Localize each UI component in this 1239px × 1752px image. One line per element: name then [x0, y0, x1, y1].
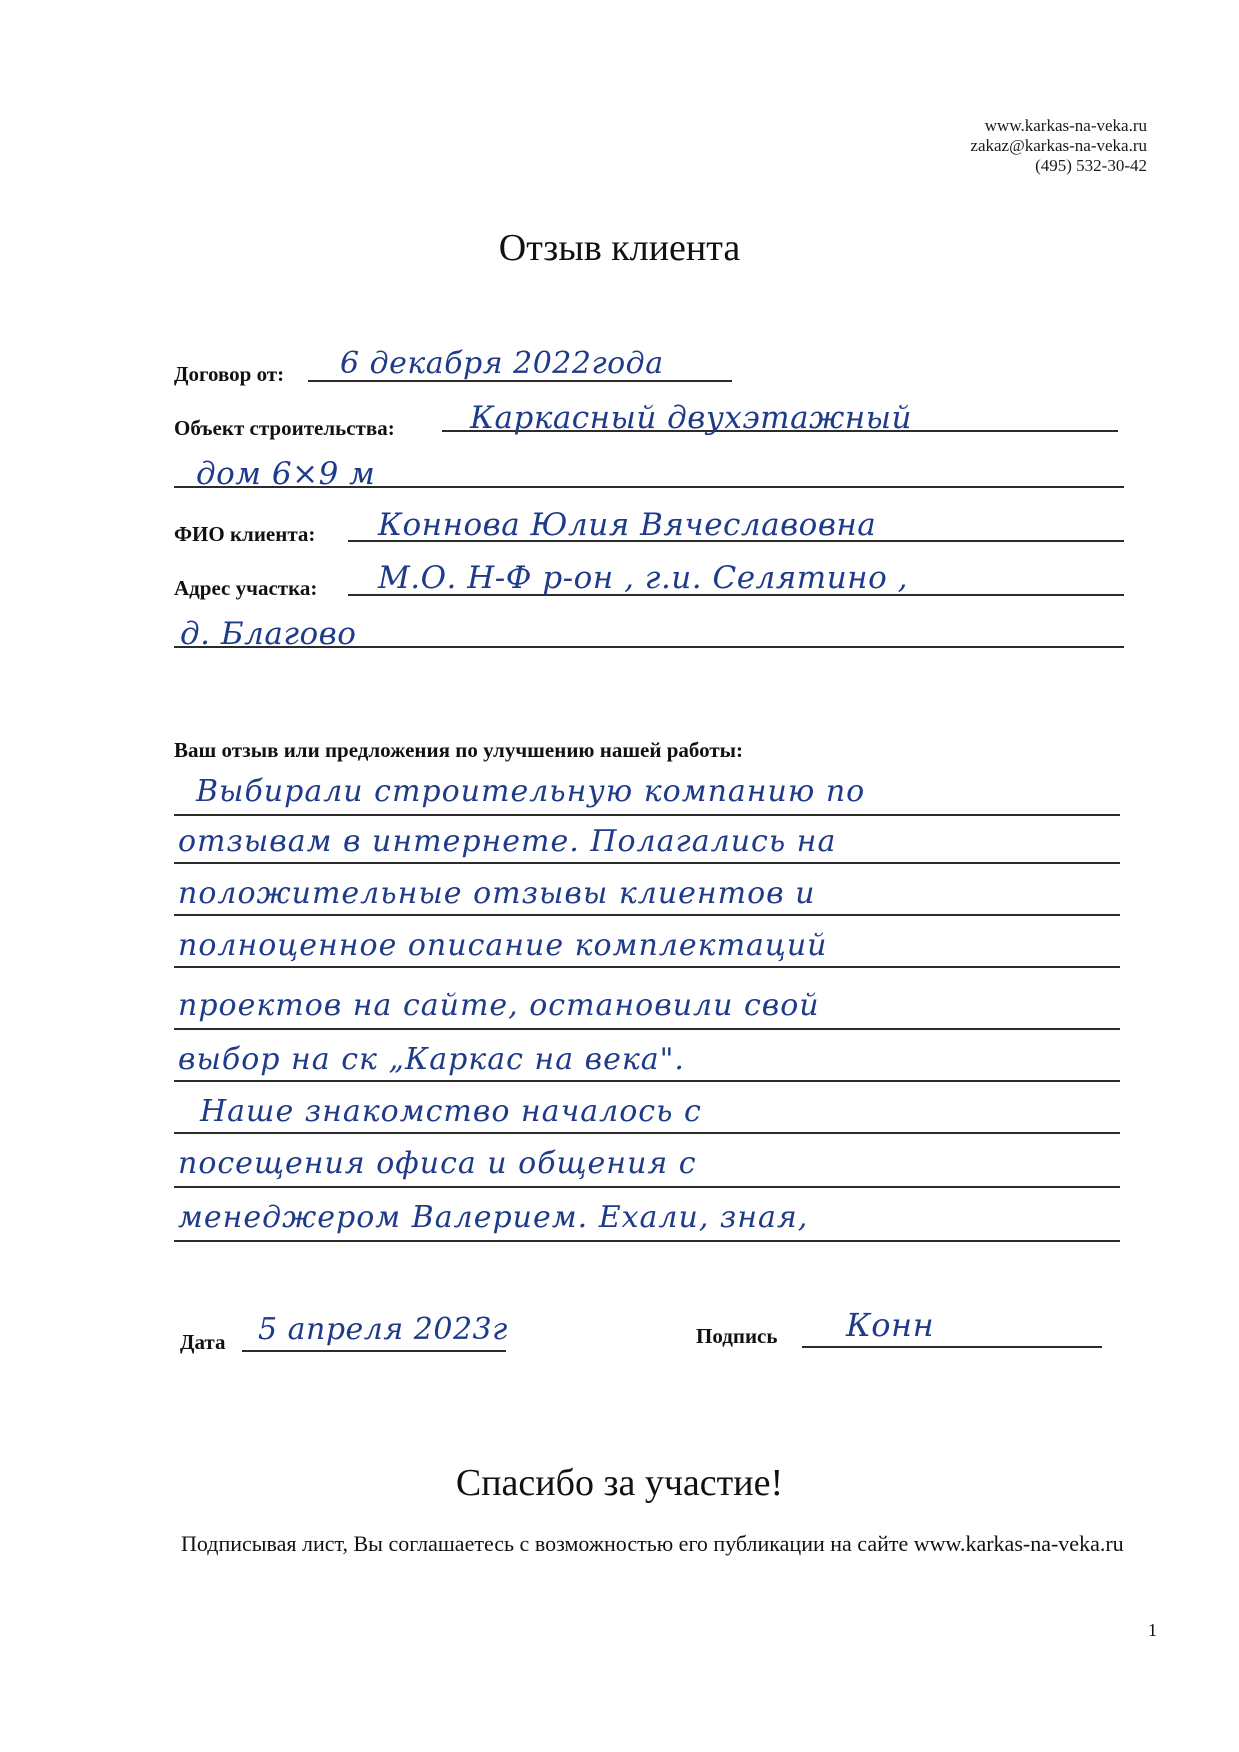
- address-label: Адрес участка:: [174, 576, 318, 600]
- feedback-rule: [174, 1080, 1120, 1082]
- address-value-line2: д. Благово: [180, 616, 357, 652]
- feedback-rule: [174, 1240, 1120, 1242]
- date-label: Дата: [180, 1330, 226, 1354]
- object-value-line1: Каркасный двухэтажный: [470, 400, 912, 436]
- feedback-line: положительные отзывы клиентов и: [178, 876, 816, 911]
- signature-label: Подпись: [696, 1324, 778, 1348]
- consent-text: Подписывая лист, Вы соглашаетесь с возможностью его публикации на сайте www.karkas-na-veka.ru: [181, 1531, 1124, 1556]
- feedback-rule: [174, 1186, 1120, 1188]
- object-label: Объект строительства:: [174, 416, 395, 440]
- feedback-rule: [174, 966, 1120, 968]
- contact-block: [970, 116, 1147, 176]
- phone-number: (495) 532-30-42: [1035, 156, 1147, 175]
- date-value: 5 апреля 2023г: [258, 1312, 508, 1347]
- feedback-line: полноценное описание комплектаций: [178, 928, 828, 963]
- address-value-line1: М.О. Н-Ф р-он , г.и. Селятино ,: [378, 560, 908, 596]
- feedback-line: отзывам в интернете. Полагались на: [178, 824, 837, 859]
- client-value: Коннова Юлия Вячеславовна: [378, 507, 877, 543]
- feedback-rule: [174, 1028, 1120, 1030]
- object-value-line2: дом 6×9 м: [196, 456, 376, 492]
- feedback-line: проектов на сайте, остановили свой: [178, 988, 820, 1023]
- thanks-heading: Спасибо за участие!: [455, 1462, 784, 1504]
- feedback-line: выбор на ск „Каркас на века".: [178, 1042, 685, 1077]
- signature-value: Конн: [846, 1306, 935, 1344]
- contract-label: Договор от:: [174, 362, 285, 386]
- feedback-line: посещения офиса и общения с: [178, 1146, 697, 1181]
- feedback-rule: [174, 914, 1120, 916]
- page-number: 1: [1148, 1620, 1157, 1640]
- feedback-rule: [174, 814, 1120, 816]
- website-link[interactable]: www.karkas-na-veka.ru: [984, 116, 1147, 135]
- feedback-label: Ваш отзыв или предложения по улучшению нашей работы:: [174, 738, 744, 762]
- feedback-line: Выбирали строительную компанию по: [196, 774, 866, 809]
- feedback-rule: [174, 862, 1120, 864]
- feedback-rule: [174, 1132, 1120, 1134]
- feedback-line: менеджером Валерием. Ехали, зная,: [178, 1200, 809, 1235]
- signature-line: [802, 1346, 1102, 1348]
- client-label: ФИО клиента:: [174, 522, 316, 546]
- contract-value: 6 декабря 2022года: [340, 346, 664, 381]
- date-line: [242, 1350, 506, 1352]
- feedback-line: Наше знакомство началось с: [200, 1094, 702, 1129]
- page-title: Отзыв клиента: [498, 227, 741, 269]
- email-link[interactable]: zakaz@karkas-na-veka.ru: [970, 136, 1147, 155]
